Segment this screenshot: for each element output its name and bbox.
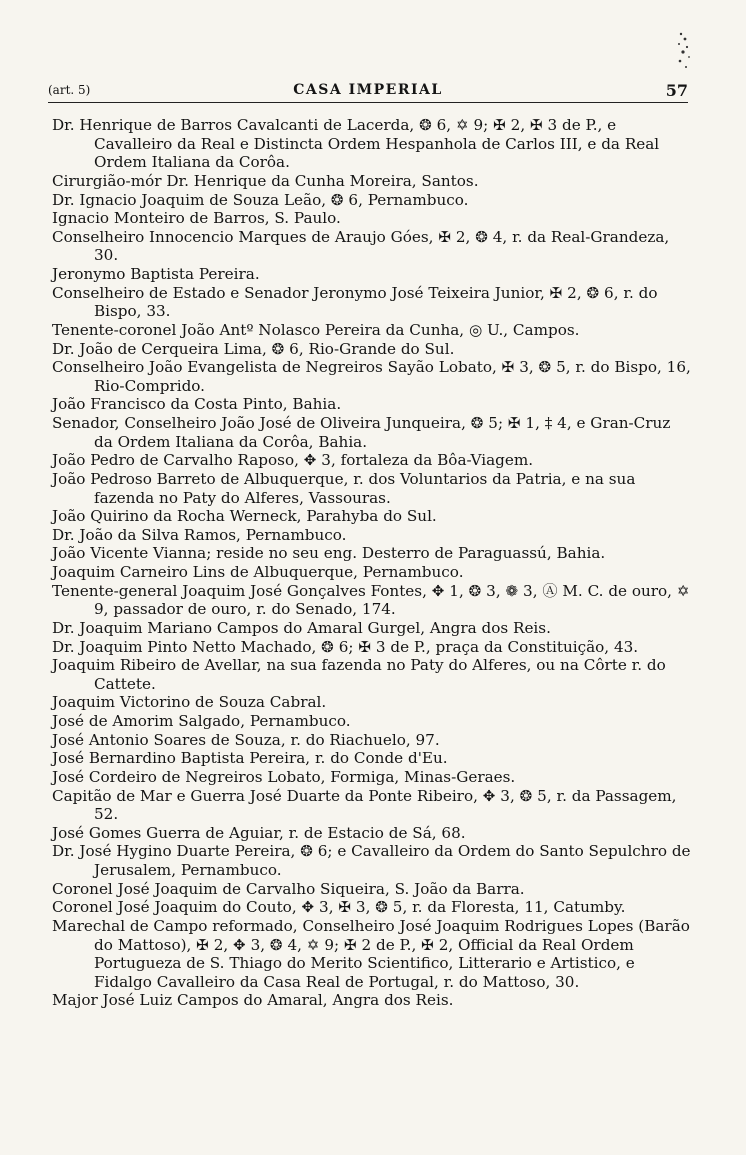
entry: Capitão de Mar e Guerra José Duarte da Ponte Ribeiro, ✥ 3, ❂ 5, r. da Passagem, 52. (52, 786, 677, 824)
entry: Dr. João de Cerqueira Lima, ❂ 6, Rio-Grande do Sul. (52, 339, 455, 358)
entry: Coronel José Joaquim do Couto, ✥ 3, ✠ 3, ❂ 5, r. da Floresta, 11, Catumby. (52, 898, 626, 917)
entry: Dr. Henrique de Barros Cavalcanti de Lacerda, ❂ 6, ✡ 9; ✠ 2, ✠ 3 de P., e Cavalleiro da Real e Distincta Ordem Hespanhola de Carlos III, e da Real Ordem Italiana da Corôa. (52, 116, 660, 172)
entry: José de Amorim Salgado, Pernambuco. (52, 712, 351, 730)
entry: Tenente-general Joaquim José Gonçalves Fontes, ✥ 1, ❂ 3, ❁ 3, Ⓐ M. C. de ouro, ✡ 9, passador de ouro, r. do Senado, 174. (52, 581, 690, 619)
entry: Joaquim Carneiro Lins de Albuquerque, Pernambuco. (52, 563, 464, 581)
entry: João Francisco da Costa Pinto, Bahia. (52, 395, 342, 414)
entry: Cirurgião-mór Dr. Henrique da Cunha Moreira, Santos. (52, 171, 479, 190)
entry: Conselheiro de Estado e Senador Jeronymo José Teixeira Junior, ✠ 2, ❂ 6, r. do Bispo, 33. (52, 283, 658, 321)
entry-list (52, 116, 692, 1010)
entry: João Pedroso Barreto de Albuquerque, r. dos Voluntarios da Patria, e na sua fazenda no Paty do Alferes, Vassouras. (52, 469, 636, 507)
entry: Dr. João da Silva Ramos, Pernambuco. (52, 525, 347, 544)
entry: Senador, Conselheiro João José de Oliveira Junqueira, ❂ 5; ✠ 1, ‡ 4, e Gran-Cruz da Ordem Italiana da Corôa, Bahia. (52, 414, 671, 451)
entry: José Cordeiro de Negreiros Lobato, Formiga, Minas-Geraes. (52, 767, 516, 786)
entry: José Antonio Soares de Souza, r. do Riachuelo, 97. (52, 730, 440, 749)
entry: Ignacio Monteiro de Barros, S. Paulo. (52, 209, 341, 228)
entry: Dr. Ignacio Joaquim de Souza Leão, ❂ 6, Pernambuco. (52, 190, 469, 209)
entry: Dr. José Hygino Duarte Pereira, ❂ 6; e Cavalleiro da Ordem do Santo Sepulchro de Jerusalem, Pernambuco. (52, 842, 691, 879)
entry: Marechal de Campo reformado, Conselheiro José Joaquim Rodrigues Lopes (Barão do Mattoso), ✠ 2, ✥ 3, ❂ 4, ✡ 9; ✠ 2 de P., ✠ 2, Official da Real Ordem Portugueza de S. Thiago do Merito Scientifico, Litterario e Artistico, e Fidalgo Cavalleiro da Casa Real de Portugal, r. do Mattoso, 30. (52, 916, 690, 991)
header-section-ref: (art. 5) (48, 83, 91, 97)
entry: Jeronymo Baptista Pereira. (52, 265, 260, 283)
ink-speckle-decoration (672, 30, 692, 74)
entry: Joaquim Victorino de Souza Cabral. (52, 693, 327, 712)
entry: Coronel José Joaquim de Carvalho Siqueira, S. João da Barra. (52, 879, 525, 898)
entry: Conselheiro Innocencio Marques de Araujo Góes, ✠ 2, ❂ 4, r. da Real-Grandeza, 30. (52, 227, 670, 265)
entry: Major José Luiz Campos do Amaral, Angra dos Reis. (52, 991, 454, 1010)
entry: Conselheiro João Evangelista de Negreiros Sayão Lobato, ✠ 3, ❂ 5, r. do Bispo, 16, Rio-Comprido. (52, 358, 691, 395)
entry: José Gomes Guerra de Aguiar, r. de Estacio de Sá, 68. (52, 823, 466, 842)
page-header (48, 80, 688, 103)
entry: João Quirino da Rocha Werneck, Parahyba do Sul. (52, 507, 437, 526)
entry: Dr. Joaquim Pinto Netto Machado, ❂ 6; ✠ 3 de P., praça da Constituição, 43. (52, 637, 639, 656)
entry: Dr. Joaquim Mariano Campos do Amaral Gurgel, Angra dos Reis. (52, 618, 551, 637)
entry: Tenente-coronel João Antº Nolasco Pereira da Cunha, ◎ U., Campos. (52, 320, 580, 339)
entry: João Pedro de Carvalho Raposo, ✥ 3, fortaleza da Bôa-Viagem. (52, 451, 534, 470)
page-number: 57 (665, 81, 688, 100)
header-title: CASA IMPERIAL (293, 82, 443, 98)
entry: Joaquim Ribeiro de Avellar, na sua fazenda no Paty do Alferes, ou na Côrte r. do Cattete. (52, 656, 666, 693)
entry: João Vicente Vianna; reside no seu eng. Desterro de Paraguassú, Bahia. (52, 544, 606, 563)
entry: José Bernardino Baptista Pereira, r. do Conde d'Eu. (52, 749, 448, 768)
